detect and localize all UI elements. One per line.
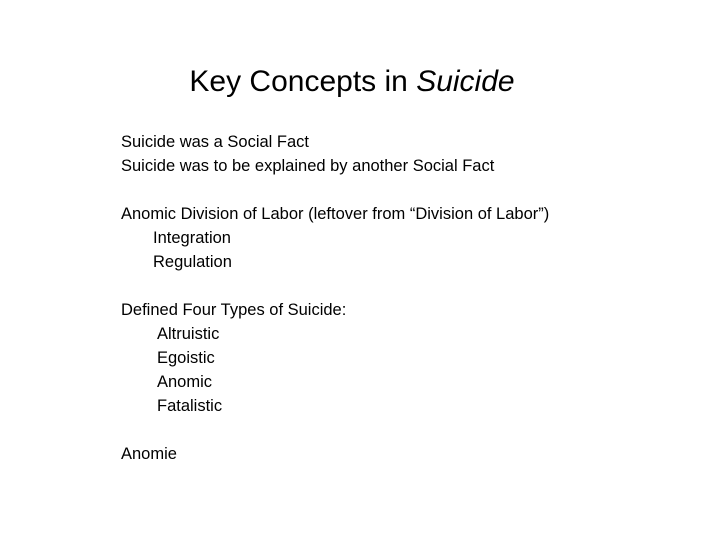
types-heading: Defined Four Types of Suicide: [121,301,347,319]
slide-body [121,130,549,466]
title-italic: Suicide [416,65,515,98]
final-line: Anomie [121,445,177,463]
anomic-item-integration: Integration [153,229,231,247]
type-item-anomic: Anomic [157,373,213,391]
anomic-item-regulation: Regulation [153,253,232,271]
social-fact-line-2: Suicide was to be explained by another Social Fact [121,157,495,175]
type-item-egoistic: Egoistic [157,349,215,367]
title-text: Key Concepts in [189,65,417,98]
social-fact-line-1: Suicide was a Social Fact [121,133,310,151]
type-item-fatalistic: Fatalistic [157,397,223,415]
anomic-heading: Anomic Division of Labor (leftover from “Division of Labor”) [121,205,550,223]
slide-title [0,62,712,102]
type-item-altruistic: Altruistic [157,325,220,343]
